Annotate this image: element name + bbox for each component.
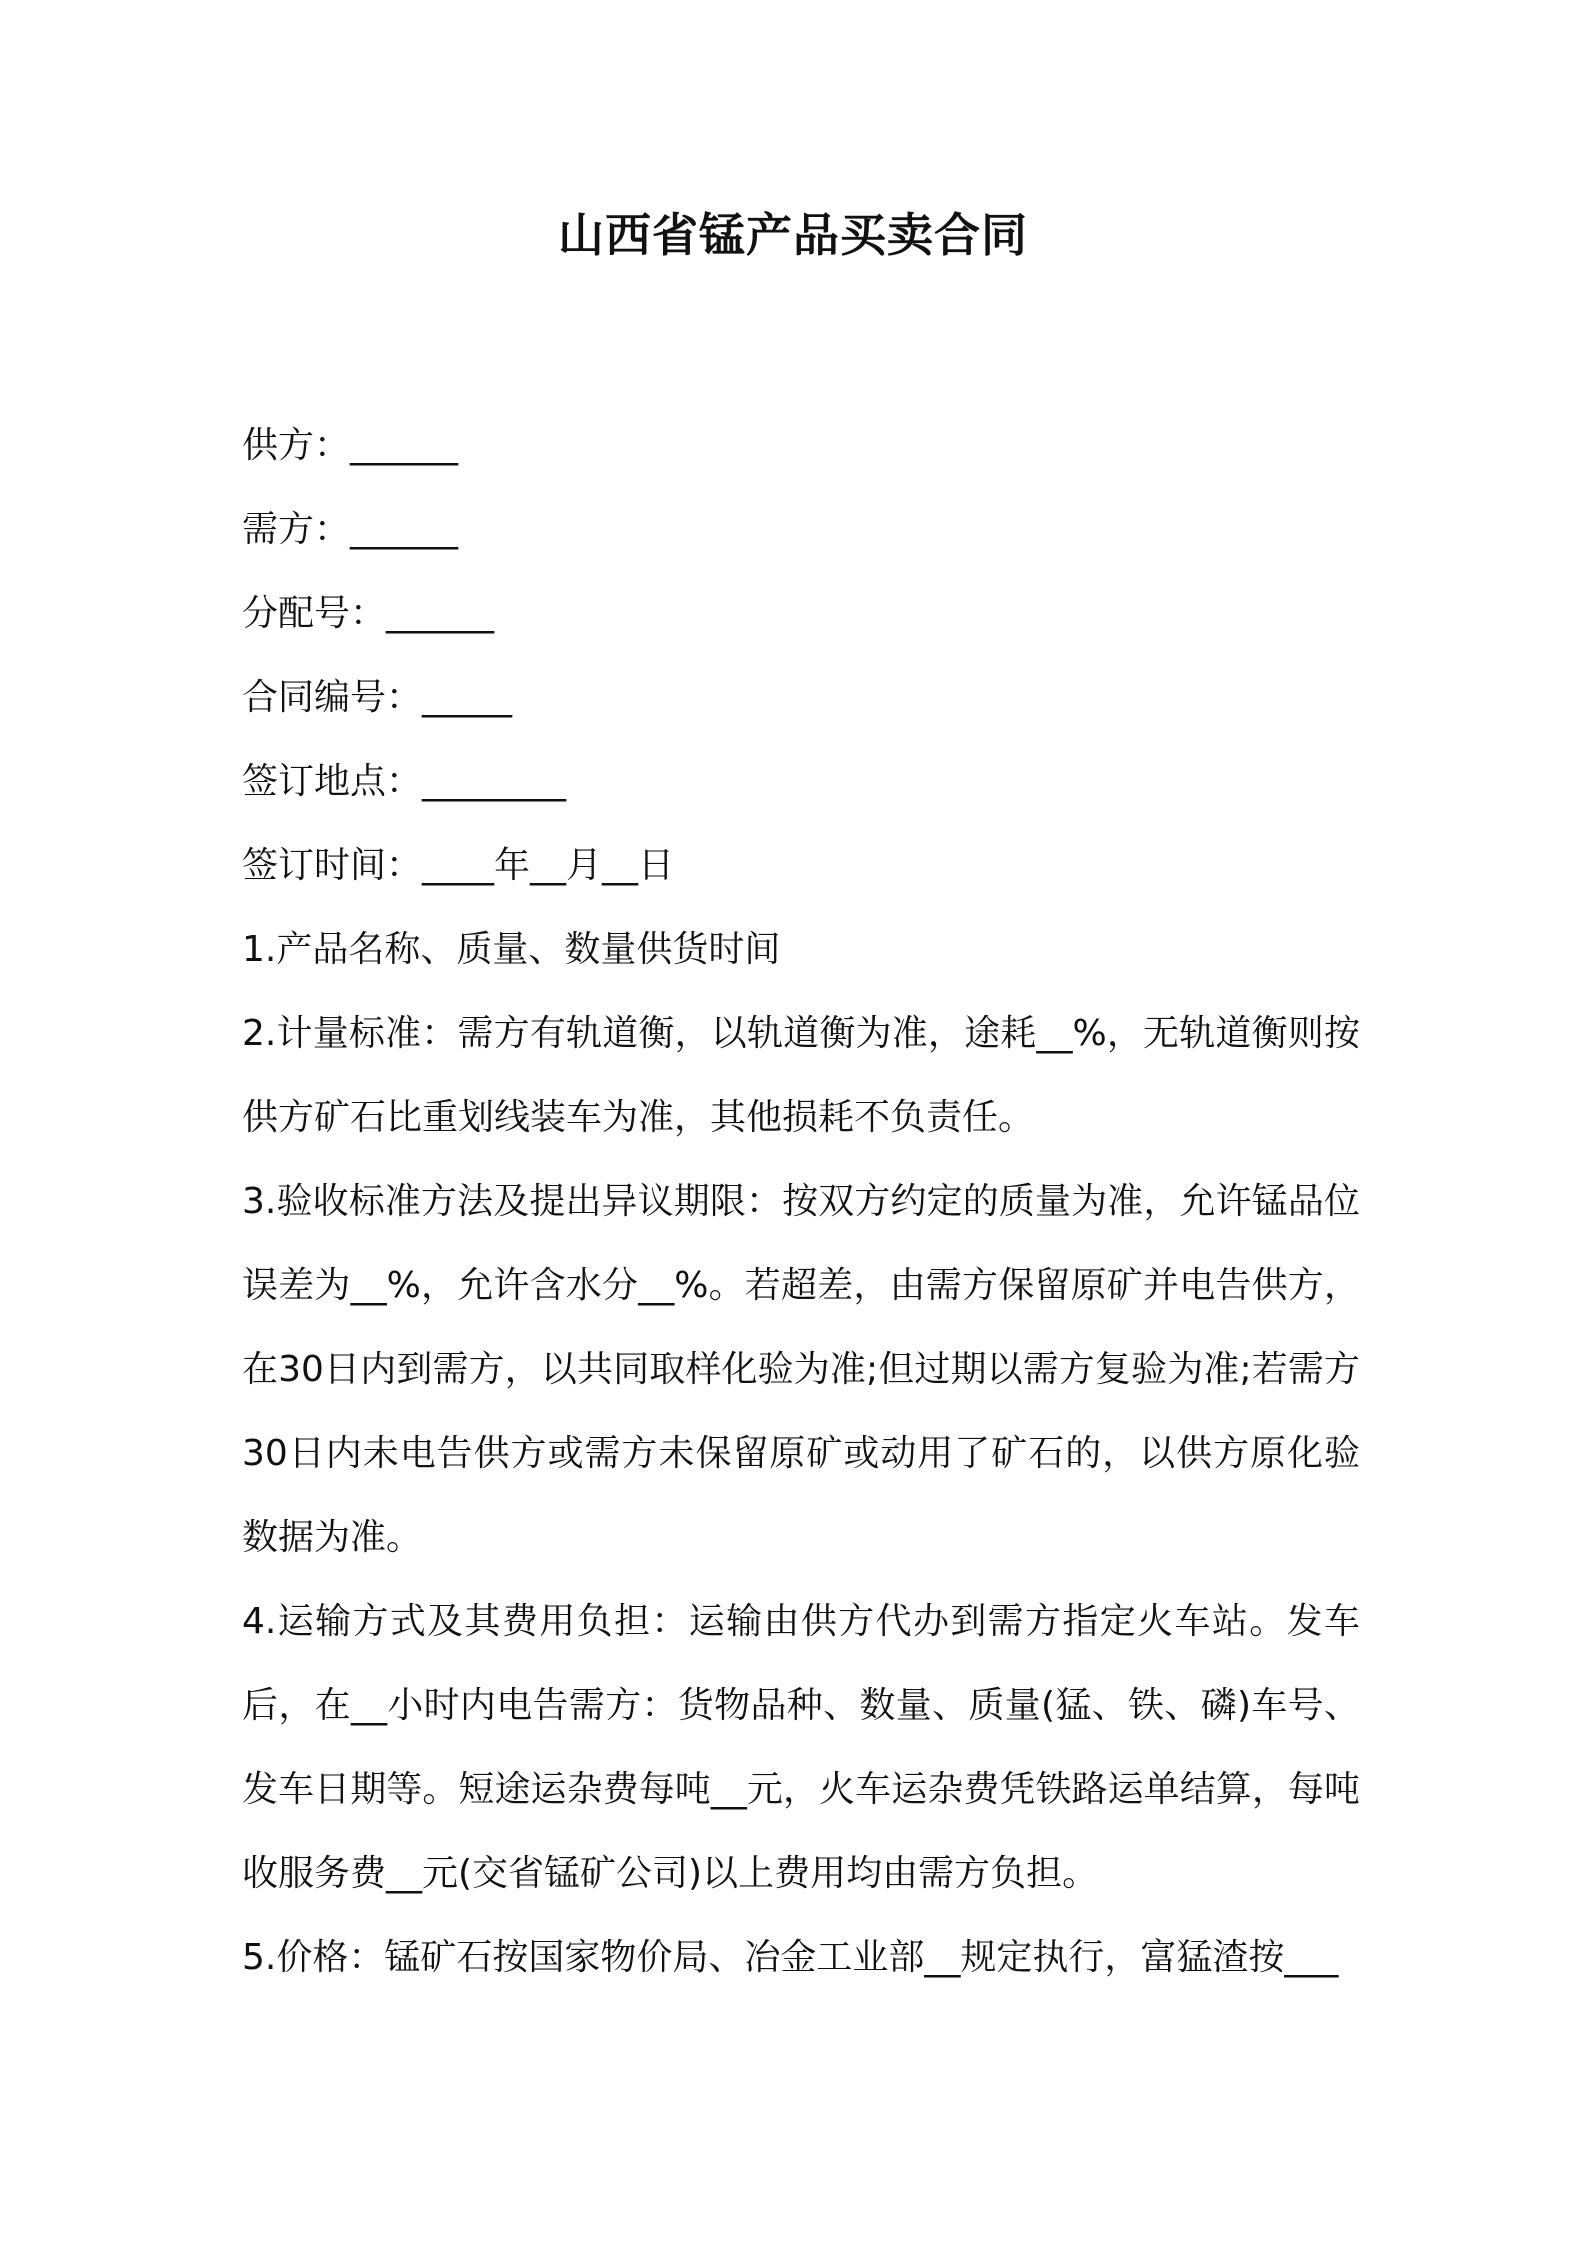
clause-4: 4.运输方式及其费用负担：运输由供方代办到需方指定火车站。发车后，在__小时内电告需方：货物品种、数量、质量(猛、铁、磷)车号、发车日期等。短途运杂费每吨__元，火车运杂费凭铁路运单结算，每吨收服务费__元(交省锰矿公司)以上费用均由需方负担。 [242,1601,1360,1894]
clause-3: 3.验收标准方法及提出异议期限：按双方约定的质量为准，允许锰品位误差为__%，允许含水分__%。若超差，由需方保留原矿并电告供方，在30日内到需方，以共同取样化验为准;但过期以需方复验为准;若需方30日内未电告供方或需方未保留原矿或动用了矿石的，以供方原化验数据为准。 [242,1181,1360,1558]
field-signing-location: 签订地点：________ [242,761,567,802]
field-contract-number: 合同编号：_____ [242,677,513,718]
field-buyer: 需方：______ [242,509,459,550]
field-signing-date: 签订时间：____年__月__日 [242,845,675,886]
field-allocation-number: 分配号：______ [242,593,495,634]
field-supplier: 供方：______ [242,425,459,466]
document-title: 山西省锰产品买卖合同 [558,208,1028,262]
document-body [242,404,1360,2000]
clause-2: 2.计量标准：需方有轨道衡，以轨道衡为准，途耗__%，无轨道衡则按供方矿石比重划线装车为准，其他损耗不负责任。 [242,1013,1360,1138]
clause-5: 5.价格：锰矿石按国家物价局、冶金工业部__规定执行，富猛渣按___ [242,1937,1339,1978]
clause-1: 1.产品名称、质量、数量供货时间 [242,929,781,970]
